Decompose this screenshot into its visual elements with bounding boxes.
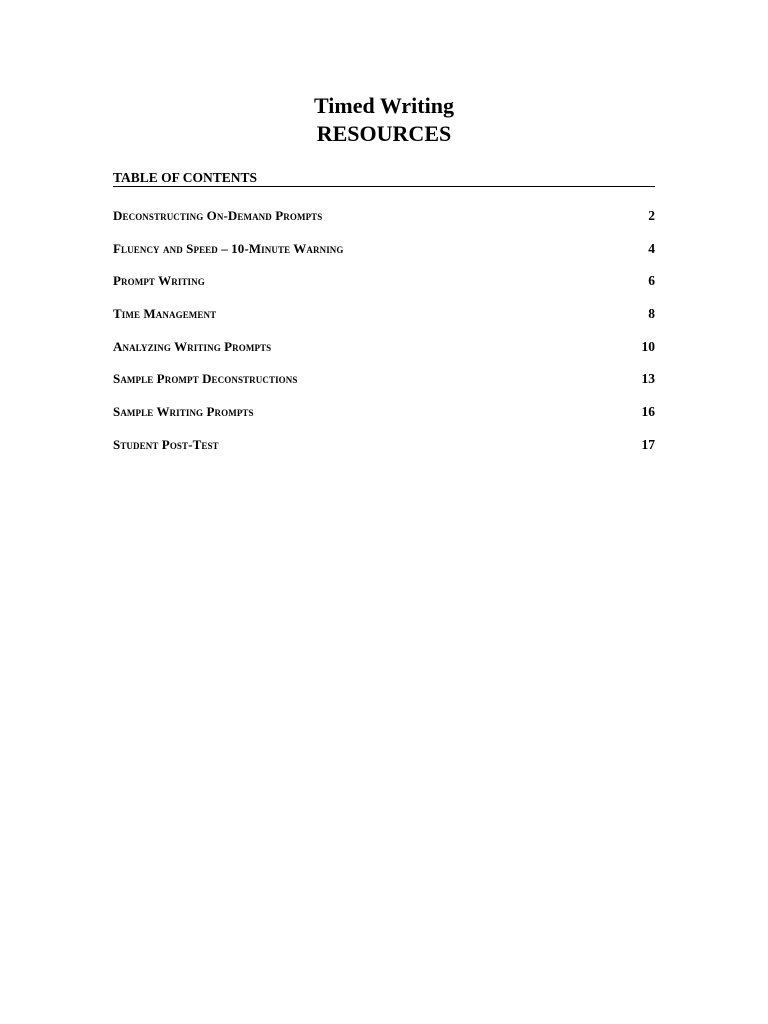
toc-entry xyxy=(113,208,655,241)
document-title xyxy=(0,92,768,148)
toc-entry xyxy=(113,404,655,437)
toc-heading: TABLE OF CONTENTS xyxy=(113,170,655,187)
toc-entry-page: 13 xyxy=(641,371,655,387)
toc-entry xyxy=(113,273,655,306)
toc-entry-title: Analyzing Writing Prompts xyxy=(113,338,272,354)
toc-entry-title: Prompt Writing xyxy=(113,273,205,289)
toc-entry-page: 17 xyxy=(641,436,655,452)
toc-entry-title: Sample Prompt Deconstructions xyxy=(113,371,298,387)
toc-entry-title: Time Management xyxy=(113,306,217,322)
toc-entry-title: Student Post-Test xyxy=(113,436,219,452)
title-line-2: RESOURCES xyxy=(316,121,452,146)
toc-entry-page: 8 xyxy=(648,306,655,322)
toc-entry xyxy=(113,371,655,404)
toc-entry xyxy=(113,306,655,339)
toc-entry-page: 2 xyxy=(648,208,655,223)
toc-entry-title: Fluency and Speed – 10-Minute Warning xyxy=(113,240,344,256)
toc-entry-page: 10 xyxy=(641,338,655,354)
title-line-1: Timed Writing xyxy=(314,93,454,118)
toc-entry-title: Deconstructing On-Demand Prompts xyxy=(113,208,323,223)
toc-entry xyxy=(113,339,655,372)
toc-entry-page: 4 xyxy=(648,240,655,256)
toc-entry-title: Sample Writing Prompts xyxy=(113,404,254,420)
toc-entry-page: 6 xyxy=(648,273,655,289)
toc-list xyxy=(113,208,655,470)
toc-entry xyxy=(113,437,655,470)
toc-entry xyxy=(113,241,655,274)
toc-entry-page: 16 xyxy=(641,404,655,420)
